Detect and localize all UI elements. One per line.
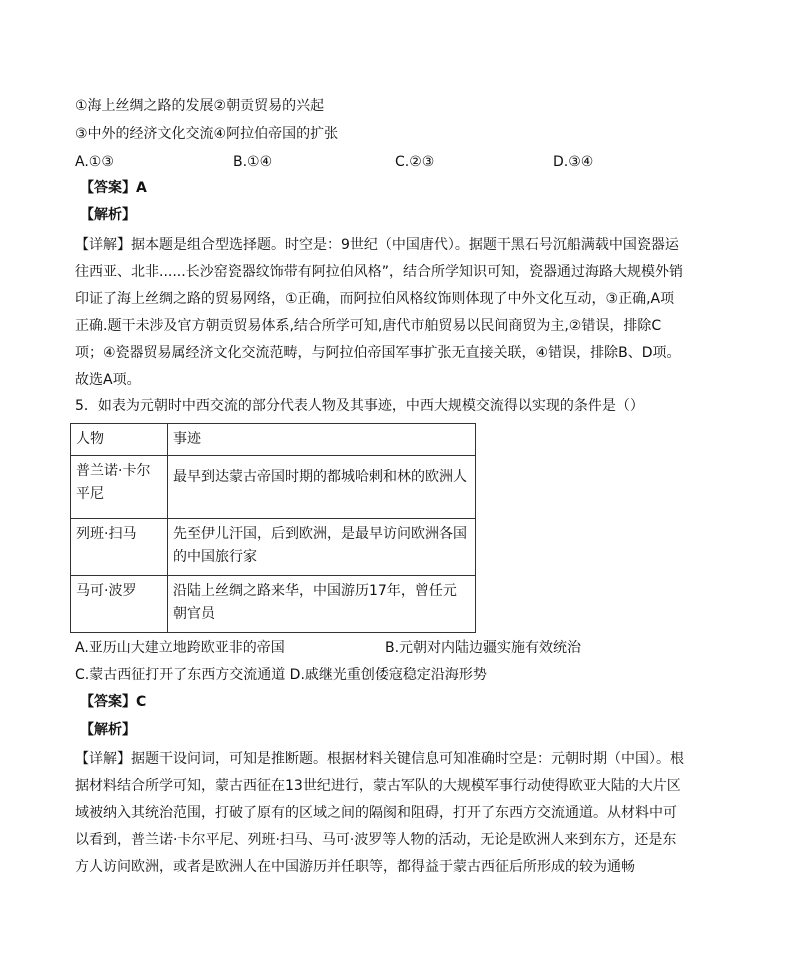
table-header-row: [71, 424, 476, 456]
q5-table: [70, 423, 476, 633]
q4-option-a: A.①③: [75, 154, 114, 170]
table-cell: 普兰诺·卡尔平尼: [71, 456, 168, 519]
table-row: [71, 519, 476, 576]
q4-statement-2: ③中外的经济文化交流④阿拉伯帝国的扩张: [75, 126, 339, 142]
table-cell: 最早到达蒙古帝国时期的都城哈剌和林的欧洲人: [168, 456, 476, 519]
table-cell: 沿陆上丝绸之路来华，中国游历17年，曾任元朝官员: [168, 576, 476, 633]
table-cell: 马可·波罗: [71, 576, 168, 633]
table-header-cell: 人物: [71, 424, 168, 456]
q5-option-b: B.元朝对内陆边疆实施有效统治: [385, 640, 582, 656]
q4-detail: 【详解】据本题是组合型选择题。时空是：9世纪（中国唐代）。据题干黑石号沉船满载中国瓷器运往西亚、北非......长沙窑瓷器纹饰带有阿拉伯风格”，结合所学知识可知，瓷器通过海路大规模外销印证了海上丝绸之路的贸易网络，①正确，而阿拉伯风格纹饰则体现了中外文化互动，③正确,A项正确.题干未涉及官方朝贡贸易体系,结合所学可知,唐代市舶贸易以民间商贸为主,②错误，排除C项；④瓷器贸易属经济文化交流范畴，与阿拉伯帝国军事扩张无直接关联，④错误，排除B、D项。故选A项。: [75, 237, 683, 388]
q5-stem: 5．如表为元朝时中西交流的部分代表人物及其事迹，中西大规模交流得以实现的条件是（）: [75, 398, 644, 414]
table-header-cell: 事迹: [168, 424, 476, 456]
q4-option-d: D.③④: [553, 154, 594, 170]
q5-option-a: A.亚历山大建立地跨欧亚非的帝国: [75, 640, 285, 656]
q5-detail: 【详解】据题干设问词，可知是推断题。根据材料关键信息可知准确时空是：元朝时期（中国）。根据材料结合所学可知，蒙古西征在13世纪进行，蒙古军队的大规模军事行动使得欧亚大陆的大片区域被纳入其统治范围，打破了原有的区域之间的隔阂和阻碍，打开了东西方交流通道。从材料中可以看到，普兰诺·卡尔平尼、列班·扫马、马可·波罗等人物的活动，无论是欧洲人来到东方，还是东方人访问欧洲，或者是欧洲人在中国游历并任职等，都得益于蒙古西征后所形成的较为通畅: [75, 751, 684, 875]
q4-answer: 【答案】A: [80, 180, 147, 196]
q5-analysis-label: 【解析】: [80, 722, 136, 738]
q4-option-b: B.①④: [233, 154, 273, 170]
q5-answer: 【答案】C: [80, 694, 147, 710]
q4-analysis-label: 【解析】: [80, 207, 136, 223]
table-cell: 列班·扫马: [71, 519, 168, 576]
table-cell: 先至伊儿汗国，后到欧洲，是最早访问欧洲各国的中国旅行家: [168, 519, 476, 576]
table-row: [71, 576, 476, 633]
table-row: [71, 456, 476, 519]
q4-option-c: C.②③: [395, 154, 435, 170]
q5-option-cd: C.蒙古西征打开了东西方交流通道 D.戚继光重创倭寇稳定沿海形势: [75, 667, 487, 683]
q4-statement-1: ①海上丝绸之路的发展②朝贡贸易的兴起: [75, 98, 325, 114]
